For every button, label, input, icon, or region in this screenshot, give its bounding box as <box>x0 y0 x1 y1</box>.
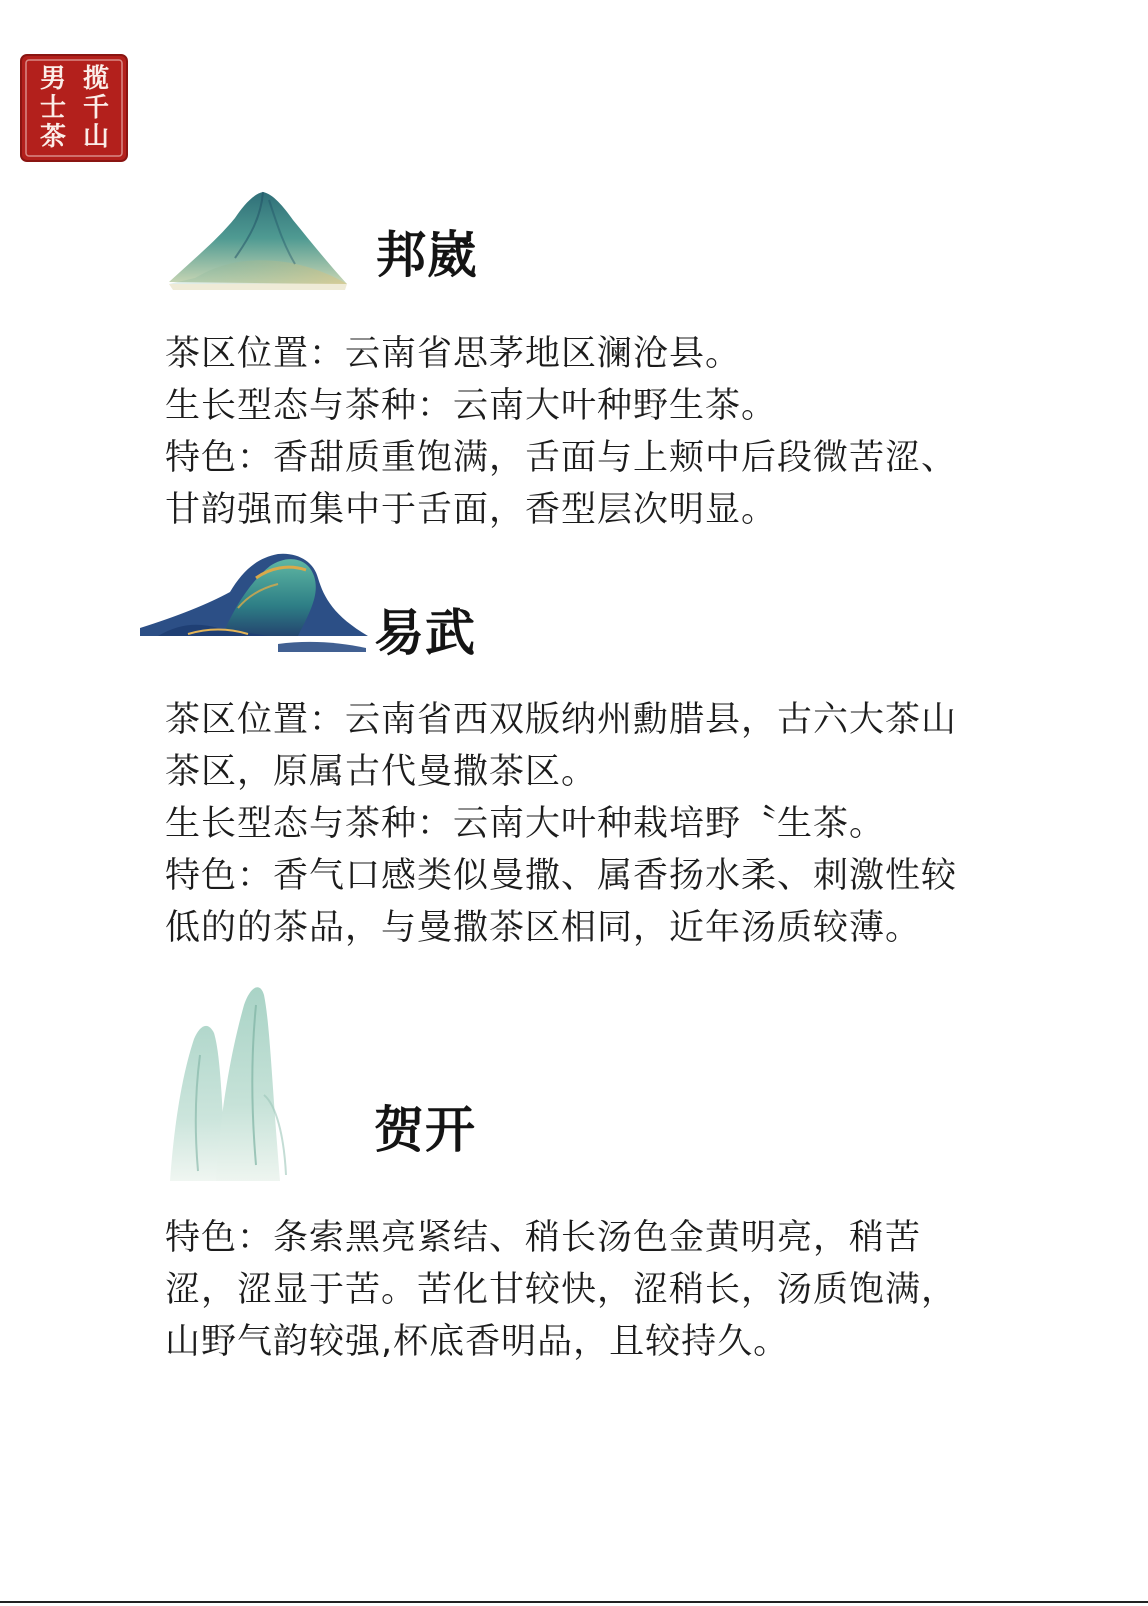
seal-char: 揽 <box>82 64 110 94</box>
bottom-divider <box>0 1601 1148 1603</box>
section-title: 邦崴 <box>376 225 478 284</box>
seal-char: 男 <box>39 64 67 94</box>
seal-char: 士 <box>39 93 67 123</box>
paragraph: 茶区位置：云南省思茅地区澜沧县。 <box>165 334 742 374</box>
section-title: 贺开 <box>374 1100 476 1159</box>
paragraph: 生长型态与茶种：云南大叶种栽培野〝生茶。 <box>165 804 886 844</box>
section-body <box>165 1212 965 1368</box>
seal-logo <box>19 53 129 163</box>
paragraph: 特色：香甜质重饱满，舌面与上颊中后段微苦涩、甘韵强而集中于舌面，香型层次明显。 <box>165 438 958 530</box>
section-body <box>165 328 965 536</box>
paragraph: 特色：香气口感类似曼撒、属香扬水柔、刺激性较低的的茶品，与曼撒茶区相同，近年汤质较薄。 <box>165 856 958 948</box>
paragraph: 特色：条索黑亮紧结、稍长汤色金黄明亮，稍苦涩，涩显于苦。苦化甘较快，涩稍长，汤质饱满，山野气韵较强,杯底香明品，且较持久。 <box>165 1218 958 1362</box>
seal-char: 千 <box>82 93 110 123</box>
seal-char: 茶 <box>39 122 67 152</box>
paragraph: 生长型态与茶种：云南大叶种野生茶。 <box>165 386 778 426</box>
mountain-peak-icon <box>165 188 350 296</box>
section-title: 易武 <box>374 603 476 662</box>
mountain-cliff-icon <box>160 975 300 1185</box>
seal-char: 山 <box>82 122 110 152</box>
section-body <box>165 694 965 954</box>
paragraph: 茶区位置：云南省西双版纳州勳腊县，古六大茶山茶区，原属古代曼撒茶区。 <box>165 700 958 792</box>
mountain-ridge-icon <box>138 548 370 660</box>
